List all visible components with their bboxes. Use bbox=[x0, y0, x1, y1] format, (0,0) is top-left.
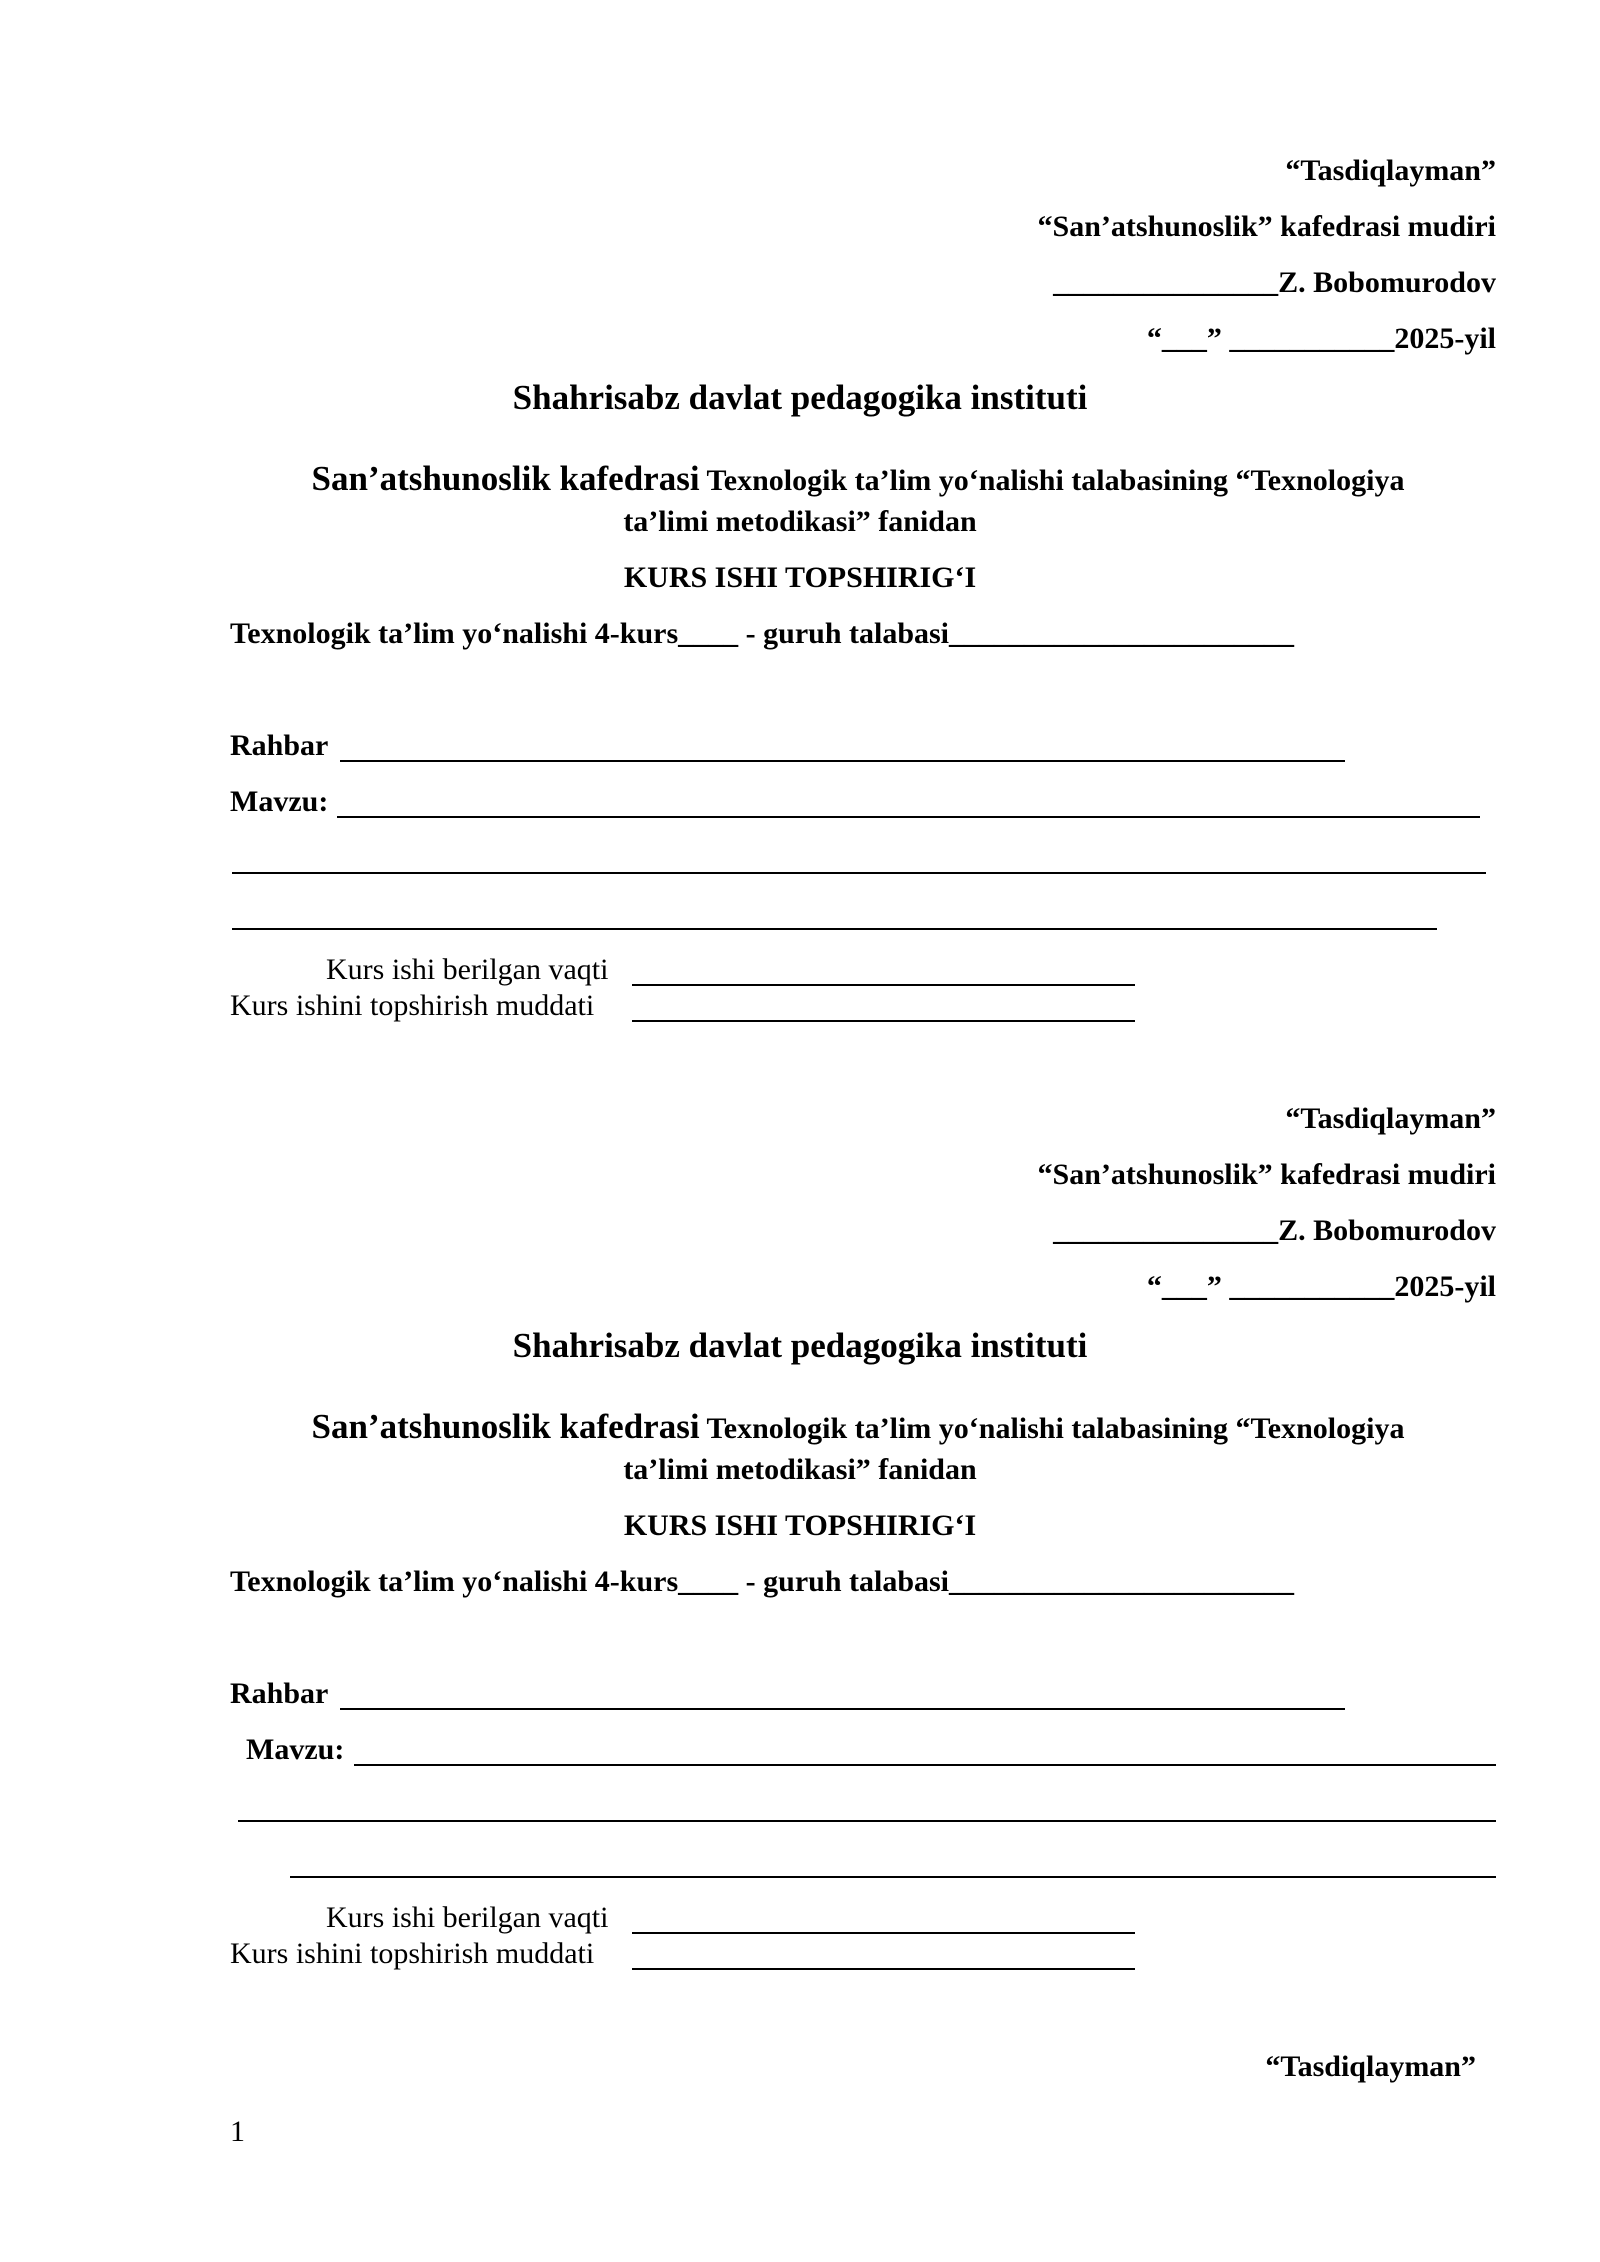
given-date-label: Kurs ishi berilgan vaqti bbox=[326, 1901, 609, 1934]
dept-name: San’atshunoslik kafedrasi bbox=[311, 1407, 700, 1446]
signature-line: _______________Z. Bobomurodov bbox=[1053, 1214, 1496, 1247]
subject-text: Texnologik ta’lim yo‘nalishi talabasining “Texnologiya bbox=[706, 1412, 1405, 1445]
student-line: Texnologik ta’lim yo‘nalishi 4-kurs____ - guruh talabasi_______________________ bbox=[230, 617, 1295, 650]
supervisor-blank bbox=[340, 1708, 1345, 1710]
date-line: “___” ___________2025-yil bbox=[1146, 322, 1496, 355]
topic-blank-2 bbox=[238, 1820, 1496, 1822]
subject-line-2: ta’limi metodikasi” fanidan bbox=[623, 1453, 977, 1486]
signature-line: _______________Z. Bobomurodov bbox=[1053, 266, 1496, 299]
approve-label-trailing: “Tasdiqlayman” bbox=[1265, 2050, 1476, 2083]
subject-text: Texnologik ta’lim yo‘nalishi talabasining “Texnologiya bbox=[706, 464, 1405, 497]
head-of-dept-label: “San’atshunoslik” kafedrasi mudiri bbox=[1037, 1158, 1496, 1191]
topic-blank-3 bbox=[290, 1876, 1496, 1878]
approve-label: “Tasdiqlayman” bbox=[1285, 1102, 1496, 1135]
deadline-blank bbox=[632, 1020, 1135, 1022]
subject-line-1 bbox=[230, 1393, 1470, 1460]
given-date-blank bbox=[632, 1932, 1135, 1934]
page-number: 1 bbox=[230, 2115, 245, 2148]
topic-blank-1 bbox=[337, 816, 1480, 818]
supervisor-blank bbox=[340, 760, 1345, 762]
supervisor-label: Rahbar bbox=[230, 1677, 329, 1710]
topic-label: Mavzu: bbox=[246, 1733, 345, 1766]
head-of-dept-label: “San’atshunoslik” kafedrasi mudiri bbox=[1037, 210, 1496, 243]
deadline-label: Kurs ishini topshirish muddati bbox=[230, 989, 602, 1022]
topic-blank-2 bbox=[232, 872, 1486, 874]
institute-title: Shahrisabz davlat pedagogika instituti bbox=[512, 378, 1088, 417]
institute-title: Shahrisabz davlat pedagogika instituti bbox=[512, 1326, 1088, 1365]
subject-line-2: ta’limi metodikasi” fanidan bbox=[623, 505, 977, 538]
supervisor-label: Rahbar bbox=[230, 729, 329, 762]
subject-line-1 bbox=[230, 445, 1470, 512]
date-line: “___” ___________2025-yil bbox=[1146, 1270, 1496, 1303]
topic-blank-1 bbox=[354, 1764, 1496, 1766]
given-date-blank bbox=[632, 984, 1135, 986]
topic-blank-3 bbox=[232, 928, 1437, 930]
student-line: Texnologik ta’lim yo‘nalishi 4-kurs____ - guruh talabasi_______________________ bbox=[230, 1565, 1295, 1598]
approve-label: “Tasdiqlayman” bbox=[1285, 154, 1496, 187]
assignment-title: KURS ISHI TOPSHIRIG‘I bbox=[623, 1509, 977, 1542]
deadline-label: Kurs ishini topshirish muddati bbox=[230, 1937, 602, 1970]
topic-label: Mavzu: bbox=[230, 785, 329, 818]
assignment-title: KURS ISHI TOPSHIRIG‘I bbox=[623, 561, 977, 594]
given-date-label: Kurs ishi berilgan vaqti bbox=[326, 953, 609, 986]
dept-name: San’atshunoslik kafedrasi bbox=[311, 459, 700, 498]
deadline-blank bbox=[632, 1968, 1135, 1970]
